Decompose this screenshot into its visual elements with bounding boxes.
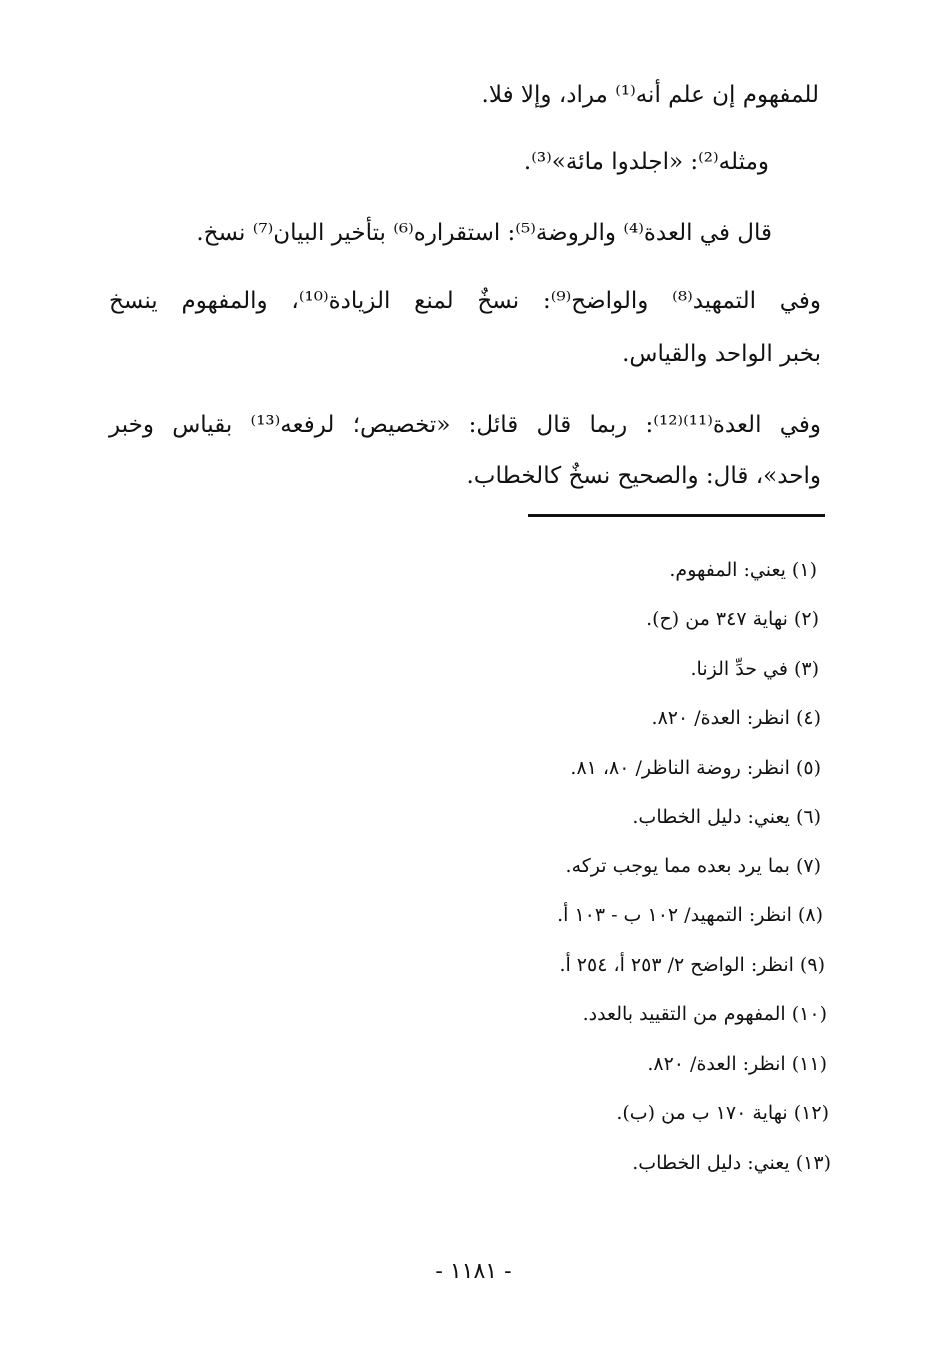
footnote-2: (٢) نهاية ٣٤٧ من (ح).: [646, 608, 819, 630]
body-line-6: وفي العدة⁽¹¹⁾⁽¹²⁾: ربما قال قائل: «تخصيص؛ لرفعه⁽¹³⁾ بقياس وخبر: [109, 412, 821, 438]
footnote-12: (١٢) نهاية ١٧٠ ب من (ب).: [616, 1102, 829, 1124]
footnote-1: (١) يعني: المفهوم.: [669, 559, 817, 581]
footnote-11: (١١) انظر: العدة/ ٨٢٠.: [647, 1053, 827, 1075]
page-number: - ١١٨١ -: [435, 1259, 512, 1284]
footnote-3: (٣) في حدِّ الزنا.: [690, 658, 819, 680]
body-line-2: ومثله⁽²⁾: «اجلدوا مائة»⁽³⁾.: [523, 149, 769, 175]
body-line-4: وفي التمهيد⁽⁸⁾ والواضح⁽⁹⁾: نسخٌ لمنع الزيادة⁽¹⁰⁾، والمفهوم ينسخ: [109, 288, 822, 314]
body-line-3: قال في العدة⁽⁴⁾ والروضة⁽⁵⁾: استقراره⁽⁶⁾ بتأخير البيان⁽⁷⁾ نسخ.: [196, 220, 772, 246]
footnote-4: (٤) انظر: العدة/ ٨٢٠.: [651, 707, 821, 729]
body-line-1: للمفهوم إن علم أنه⁽¹⁾ مراد، وإلا فلا.: [481, 82, 819, 108]
body-line-5: بخبر الواحد والقياس.: [622, 341, 821, 367]
footnote-separator: [528, 514, 825, 517]
footnote-7: (٧) بما يرد بعده مما يوجب تركه.: [565, 855, 821, 877]
footnote-10: (١٠) المفهوم من التقييد بالعدد.: [582, 1003, 827, 1025]
footnote-8: (٨) انظر: التمهيد/ ١٠٢ ب - ١٠٣ أ.: [557, 904, 823, 926]
footnote-13: (١٣) يعني: دليل الخطاب.: [632, 1152, 831, 1174]
footnote-5: (٥) انظر: روضة الناظر/ ٨٠، ٨١.: [570, 757, 821, 779]
footnote-6: (٦) يعني: دليل الخطاب.: [632, 806, 821, 828]
body-line-7: واحد»، قال: والصحيح نسخٌ كالخطاب.: [466, 463, 821, 489]
footnote-9: (٩) انظر: الواضح ٢/ ٢٥٣ أ، ٢٥٤ أ.: [559, 954, 825, 976]
